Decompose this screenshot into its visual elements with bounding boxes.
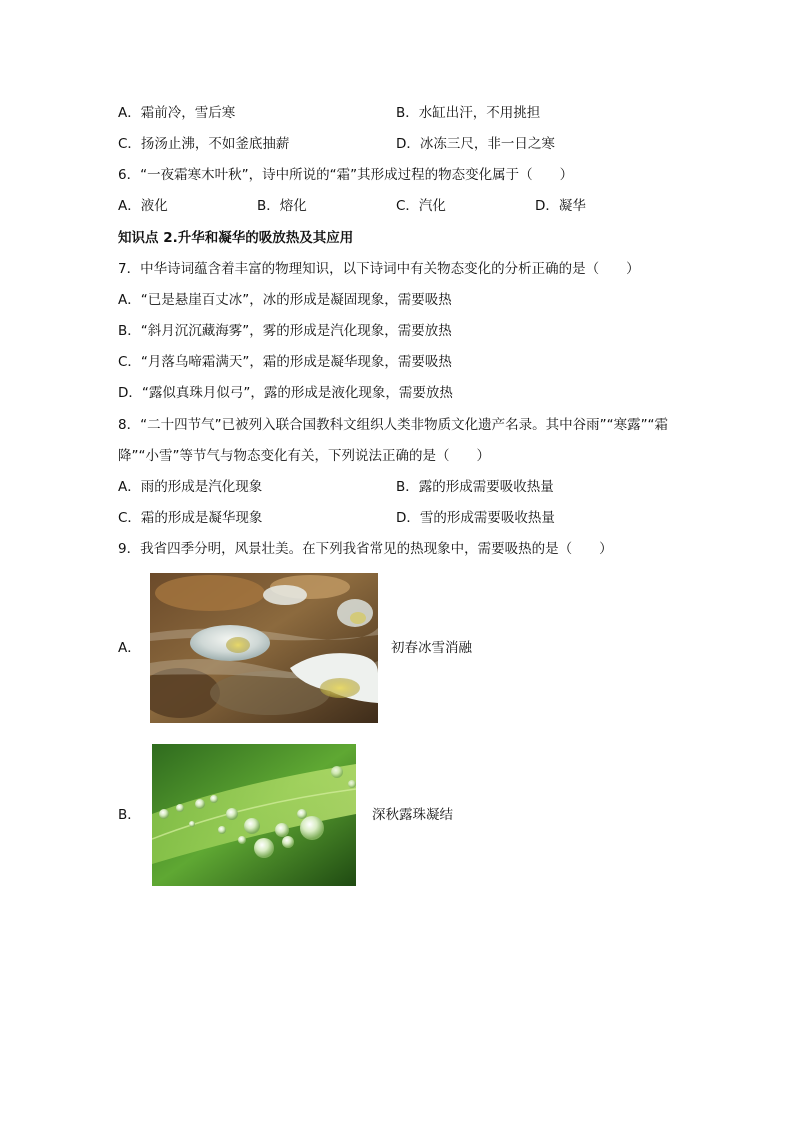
q8-option-a: A．雨的形成是汽化现象 [118, 479, 263, 495]
q8-option-b: B．露的形成需要吸收热量 [396, 479, 554, 495]
q9-option-a-label: A． [118, 640, 141, 656]
q9-stem: 9．我省四季分明，风景壮美。在下列我省常见的热现象中，需要吸热的是（ ） [118, 541, 613, 557]
q6-stem: 6．“一夜霜寒木叶秋”，诗中所说的“霜”其形成过程的物态变化属于（ ） [118, 167, 574, 183]
q6-option-b: B．熔化 [257, 198, 307, 214]
q6-option-d: D．凝华 [535, 198, 586, 214]
melting-ice-photo [150, 573, 378, 723]
dew-drops-photo [152, 744, 356, 886]
q6-option-c: C．汽化 [396, 198, 446, 214]
section-heading: 知识点 2.升华和凝华的吸放热及其应用 [118, 230, 354, 246]
q5-option-c: C．扬汤止沸，不如釜底抽薪 [118, 136, 290, 152]
q9-option-b-caption: 深秋露珠凝结 [372, 807, 453, 823]
q8-stem-line1: 8．“二十四节气”已被列入联合国教科文组织人类非物质文化遗产名录。其中谷雨”“寒露”“霜 [118, 417, 669, 433]
q5-option-a: A．霜前冷，雪后寒 [118, 105, 236, 121]
q7-stem: 7．中华诗词蕴含着丰富的物理知识，以下诗词中有关物态变化的分析正确的是（ ） [118, 261, 640, 277]
q5-option-d: D．冰冻三尺，非一日之寒 [396, 136, 555, 152]
q6-option-a: A．液化 [118, 198, 168, 214]
q5-option-b: B．水缸出汗，不用挑担 [396, 105, 541, 121]
q8-stem-line2: 降”“小雪”等节气与物态变化有关，下列说法正确的是（ ） [118, 448, 490, 464]
q8-option-c: C．霜的形成是凝华现象 [118, 510, 263, 526]
q7-option-b: B．“斜月沉沉藏海雾”，雾的形成是汽化现象，需要放热 [118, 323, 452, 339]
q7-option-a: A．“已是悬崖百丈冰”，冰的形成是凝固现象，需要吸热 [118, 292, 452, 308]
q9-option-a-caption: 初春冰雪消融 [391, 640, 472, 656]
q9-option-b-label: B． [118, 807, 141, 823]
q8-option-d: D．雪的形成需要吸收热量 [396, 510, 555, 526]
q7-option-c: C．“月落乌啼霜满天”，霜的形成是凝华现象，需要吸热 [118, 354, 452, 370]
q7-option-d: D．“露似真珠月似弓”，露的形成是液化现象，需要放热 [118, 385, 453, 401]
